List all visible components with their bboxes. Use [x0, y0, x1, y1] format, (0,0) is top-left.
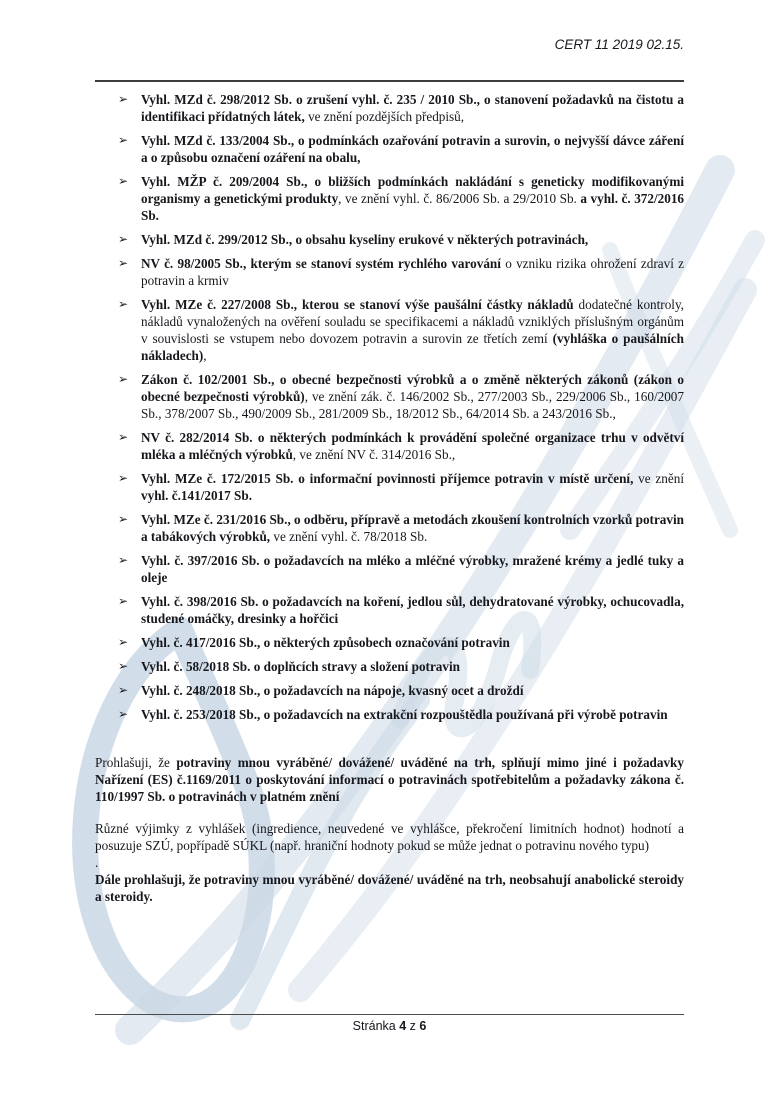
bullet-arrow-icon: ➢ — [118, 471, 129, 485]
regulation-text: Vyhl. MZe č. 172/2015 Sb. o informační povinnosti příjemce potravin v místě určení, ve znění vyhl. č.141/2017 Sb. — [141, 471, 684, 503]
regulation-text: Vyhl. č. 417/2016 Sb., o některých způsobech označování potravin — [141, 635, 510, 650]
bullet-arrow-icon: ➢ — [118, 659, 129, 673]
regulation-list — [95, 91, 684, 723]
bullet-arrow-icon: ➢ — [118, 594, 129, 608]
regulation-item — [95, 91, 684, 125]
regulation-text: Vyhl. č. 248/2018 Sb., o požadavcích na nápoje, kvasný ocet a droždí — [141, 683, 524, 698]
regulation-item — [95, 511, 684, 545]
bullet-arrow-icon: ➢ — [118, 430, 129, 444]
page-number: Stránka 4 z 6 — [352, 1019, 427, 1033]
regulation-item — [95, 682, 684, 699]
declaration-paragraph: Prohlašuji, že potraviny mnou vyráběné/ dovážené/ uváděné na trh, splňují mimo jiné i požadavky Nařízení (ES) č.1169/2011 o poskytování informací o potravinách spotřebitelům a požadavky zákona č. 110/1997 Sb. o potravinách v platném znění — [95, 755, 684, 804]
regulation-item — [95, 371, 684, 422]
declarations — [95, 754, 684, 905]
bullet-arrow-icon: ➢ — [118, 372, 129, 386]
regulation-item — [95, 173, 684, 224]
bullet-arrow-icon: ➢ — [118, 707, 129, 721]
document-code: CERT 11 2019 02.15. — [554, 37, 684, 52]
bullet-arrow-icon: ➢ — [118, 683, 129, 697]
bullet-arrow-icon: ➢ — [118, 553, 129, 567]
regulation-item — [95, 132, 684, 166]
bullet-arrow-icon: ➢ — [118, 174, 129, 188]
regulation-text: Vyhl. MZe č. 227/2008 Sb., kterou se stanoví výše paušální částky nákladů dodatečné kontroly, nákladů vynaložených na ověření souladu se specifikacemi a nákladů vzniklých příslušným orgánům v souvislosti se vstupem nebo dovozem potravin a surovin ze třetích zemí (vyhláška o paušálních nákladech), — [141, 297, 684, 363]
regulation-text: Vyhl. MZd č. 299/2012 Sb., o obsahu kyseliny erukové v některých potravinách, — [141, 232, 589, 247]
declaration-paragraph: Různé výjimky z vyhlášek (ingredience, neuvedené ve vyhlášce, překročení limitních hodnot) hodnotí a posuzuje SZÚ, popřípadě SÚKL (např. hraniční hodnoty pokud se může jednat o potravinu nového typu) — [95, 821, 684, 853]
regulation-text: Zákon č. 102/2001 Sb., o obecné bezpečnosti výrobků a o změně některých zákonů (zákon o obecné bezpečnosti výrobků), ve znění zák. č. 146/2002 Sb., 277/2003 Sb., 229/2006 Sb., 160/2007 Sb., 378/2007 Sb., 490/2009 Sb., 281/2009 Sb., 18/2012 Sb., 64/2014 Sb. a 243/2016 Sb., — [141, 372, 684, 421]
bullet-arrow-icon: ➢ — [118, 232, 129, 246]
regulation-text: NV č. 98/2005 Sb., kterým se stanoví systém rychlého varování o vzniku rizika ohrožení zdraví z potravin a krmiv — [141, 256, 685, 288]
regulation-text: NV č. 282/2014 Sb. o některých podmínkách k provádění společné organizace trhu v odvětví mléka a mléčných výrobků, ve znění NV č. 314/2016 Sb., — [141, 430, 684, 462]
page-footer — [95, 1014, 684, 1033]
regulation-item — [95, 470, 684, 504]
regulation-item — [95, 634, 684, 651]
regulation-item — [95, 658, 684, 675]
bullet-arrow-icon: ➢ — [118, 133, 129, 147]
header-rule — [95, 80, 684, 82]
regulation-item — [95, 429, 684, 463]
regulation-text: Vyhl. č. 253/2018 Sb., o požadavcích na extrakční rozpouštědla používaná při výrobě potravin — [141, 707, 668, 722]
bullet-arrow-icon: ➢ — [118, 256, 129, 270]
declaration-paragraph: . — [95, 855, 99, 870]
bullet-arrow-icon: ➢ — [118, 512, 129, 526]
regulation-item — [95, 593, 684, 627]
regulation-item — [95, 255, 684, 289]
regulation-item — [95, 231, 684, 248]
document-header — [95, 36, 684, 54]
regulation-text: Vyhl. č. 398/2016 Sb. o požadavcích na koření, jedlou sůl, dehydratované výrobky, ochucovadla, studené omáčky, dresinky a hořčici — [141, 594, 684, 626]
bullet-arrow-icon: ➢ — [118, 297, 129, 311]
regulation-text: Vyhl. č. 58/2018 Sb. o doplňcích stravy a složení potravin — [141, 659, 460, 674]
bullet-arrow-icon: ➢ — [118, 635, 129, 649]
regulation-text: Vyhl. MŽP č. 209/2004 Sb., o bližších podmínkách nakládání s geneticky modifikovanými organismy a genetickými produkty, ve znění vyhl. č. 86/2006 Sb. a 29/2010 Sb. a vyhl. č. 372/2016 Sb. — [141, 174, 685, 223]
bullet-arrow-icon: ➢ — [118, 92, 129, 106]
regulation-text: Vyhl. MZd č. 133/2004 Sb., o podmínkách ozařování potravin a surovin, o nejvyšší dávce záření a o způsobu označení ozáření na obalu, — [141, 133, 684, 165]
regulation-item — [95, 296, 684, 364]
declaration-paragraph: Dále prohlašuji, že potraviny mnou vyráběné/ dovážené/ uváděné na trh, neobsahují anabolické steroidy a steroidy. — [95, 872, 684, 904]
regulation-text: Vyhl. č. 397/2016 Sb. o požadavcích na mléko a mléčné výrobky, mražené krémy a jedlé tuky a oleje — [141, 553, 684, 585]
regulation-text: Vyhl. MZe č. 231/2016 Sb., o odběru, přípravě a metodách zkoušení kontrolních vzorků potravin a tabákových výrobků, ve znění vyhl. č. 78/2018 Sb. — [141, 512, 684, 544]
regulation-item — [95, 706, 684, 723]
regulation-text: Vyhl. MZd č. 298/2012 Sb. o zrušení vyhl. č. 235 / 2010 Sb., o stanovení požadavků na čistotu a identifikaci přídatných látek, ve znění pozdějších předpisů, — [141, 92, 684, 124]
regulation-item — [95, 552, 684, 586]
